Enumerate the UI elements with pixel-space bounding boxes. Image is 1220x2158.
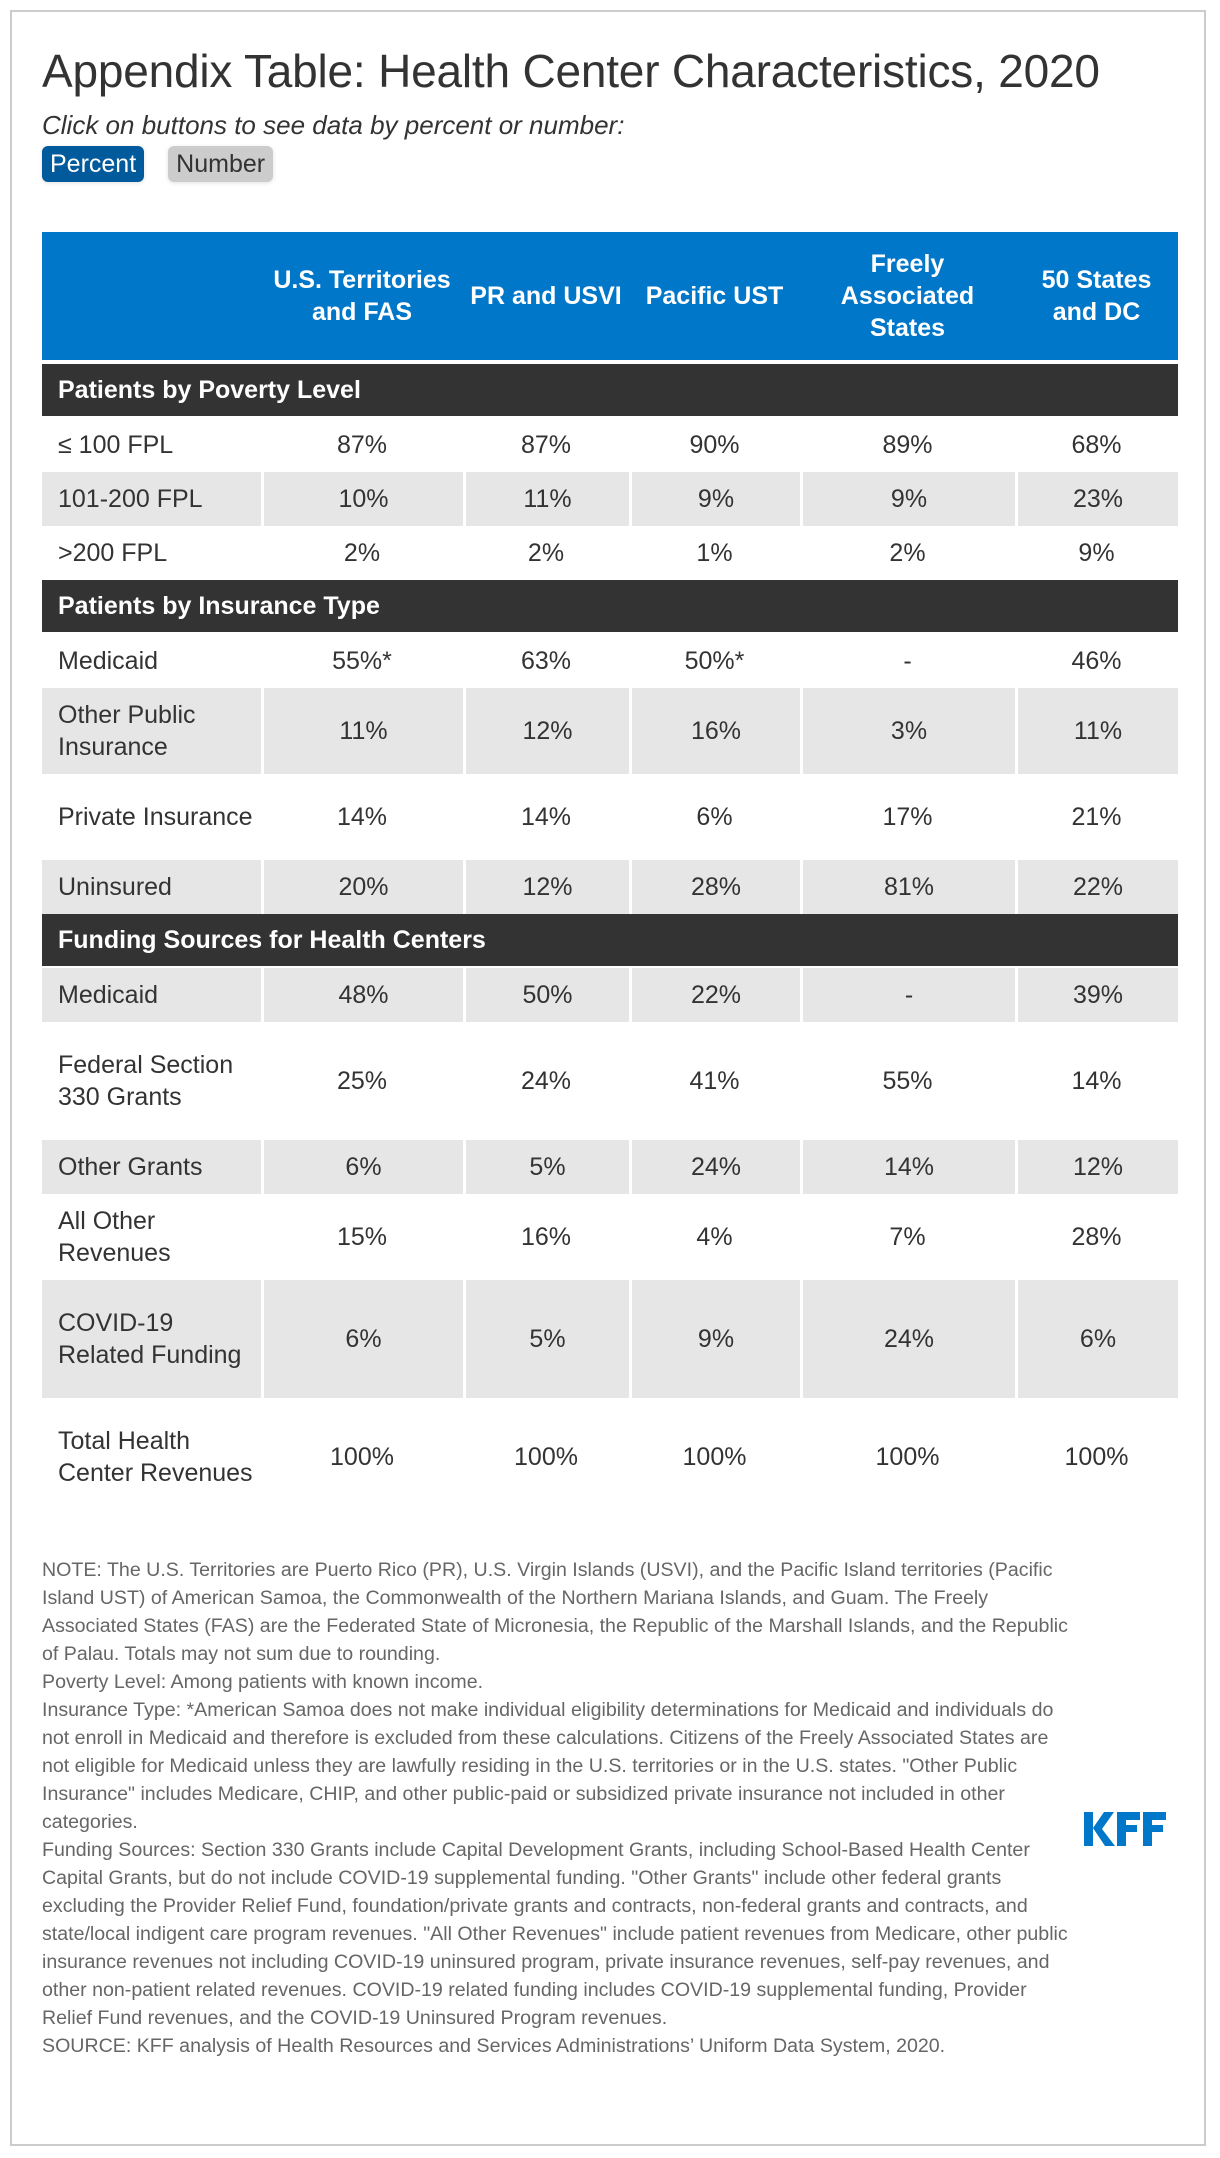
table-cell: 14% <box>800 1140 1015 1194</box>
note-text: NOTE: The U.S. Territories are Puerto Rico (PR), U.S. Virgin Islands (USVI), and the Pacific Island territories (Pacific Island UST) of American Samoa, the Commonwealth of the Northern Mariana Islands, and Guam. The Freely Associated States (FAS) are the Federated State of Micronesia, the Republic of the Marshall Islands, and the Republic of Palau. Totals may not sum due to rounding. <box>42 1559 1068 1665</box>
table-cell: 16% <box>629 688 800 774</box>
column-header-pr-usvi: PR and USVI <box>463 232 629 364</box>
table-cell: 1% <box>696 539 733 567</box>
column-header-us-territories: U.S. Territories and FAS <box>261 232 463 364</box>
table-cell: 6% <box>261 1280 463 1398</box>
row-label: COVID-19 Related Funding <box>42 1280 261 1398</box>
table-cell: 12% <box>463 860 629 914</box>
table-cell: - <box>903 647 912 675</box>
table-cell: 2% <box>343 539 381 567</box>
table-cell: 9% <box>629 1280 800 1398</box>
insurance-note: Insurance Type: *American Samoa does not make individual eligibility determinations for Medicaid and individuals do not enroll in Medicaid and therefore is excluded from these calculations. Citizens of the Freely Associated States are not eligible for Medicaid unless they are lawfully residing in the U.S. territories or in the U.S. states. "Other Public Insurance" includes Medicare, CHIP, and other public-paid or subsidized private insurance not included in other categories. <box>42 1699 1054 1833</box>
table-cell: 14% <box>1071 1067 1122 1095</box>
table-cell: 23% <box>1015 472 1178 526</box>
table-row <box>42 526 1178 580</box>
row-label: Medicaid <box>58 647 159 675</box>
row-label: Uninsured <box>42 860 261 914</box>
table-cell: 55%* <box>332 647 392 675</box>
table-cell: 14% <box>520 803 572 831</box>
table-row <box>42 1022 1178 1140</box>
table-cell: 90% <box>689 431 740 459</box>
table-cell: 25% <box>336 1067 388 1095</box>
table-cell: 10% <box>261 472 463 526</box>
section-title: Patients by Insurance Type <box>42 580 1178 634</box>
table-row <box>42 1398 1178 1516</box>
column-header-pacific-ust: Pacific UST <box>629 232 800 364</box>
table-cell: 2% <box>889 539 926 567</box>
section-header <box>42 914 1178 968</box>
table-cell: 28% <box>629 860 800 914</box>
table-cell: 39% <box>1015 968 1178 1022</box>
table-cell: 11% <box>1015 688 1178 774</box>
table-cell: 63% <box>520 647 572 675</box>
table-cell: 100% <box>875 1443 940 1471</box>
footnotes <box>42 1556 1072 2060</box>
table-cell: 50%* <box>684 647 745 675</box>
source-note: SOURCE: KFF analysis of Health Resources and Services Administrations’ Uniform Data System, 2020. <box>42 2035 946 2057</box>
table-row <box>42 860 1178 914</box>
table-row <box>42 472 1178 526</box>
section-header <box>42 580 1178 634</box>
table-cell: 9% <box>1078 539 1115 567</box>
column-header-50-states: 50 States and DC <box>1015 232 1178 364</box>
table-cell: 14% <box>336 803 388 831</box>
table-cell: 41% <box>689 1067 740 1095</box>
table-cell: - <box>800 968 1015 1022</box>
table-cell: 3% <box>800 688 1015 774</box>
page-title: Appendix Table: Health Center Characteristics, 2020 <box>42 45 1100 97</box>
section-header <box>42 364 1178 418</box>
table-cell: 2% <box>527 539 565 567</box>
view-toggle-group <box>42 146 273 182</box>
table-cell: 9% <box>800 472 1015 526</box>
table-row <box>42 774 1178 860</box>
table-cell: 12% <box>463 688 629 774</box>
table-cell: 48% <box>261 968 463 1022</box>
funding-note: Funding Sources: Section 330 Grants include Capital Development Grants, including School-Based Health Center Capital Grants, but do not include COVID-19 supplemental funding. "Other Grants" include other federal grants excluding the Provider Relief Fund, foundation/private grants and contracts, non-federal grants and contracts, and state/local indigent care program revenues. "All Other Revenues" include patient revenues from Medicare, other public insurance revenues not including COVID-19 uninsured program, private insurance revenues, self-pay revenues, and other non-patient related revenues. COVID-19 related funding includes COVID-19 supplemental funding, Provider Relief Fund revenues, and the COVID-19 Uninsured Program revenues. <box>42 1839 1068 2029</box>
column-header-label <box>42 232 261 364</box>
row-label: Other Grants <box>42 1140 261 1194</box>
table-cell: 6% <box>696 803 733 831</box>
table-cell: 55% <box>882 1067 933 1095</box>
table-row <box>42 634 1178 688</box>
table-cell: 6% <box>261 1140 463 1194</box>
table-cell: 28% <box>1071 1223 1122 1251</box>
row-label: Other Public Insurance <box>42 688 261 774</box>
data-table <box>42 232 1178 1516</box>
table-cell: 4% <box>696 1223 733 1251</box>
table-row <box>42 688 1178 774</box>
table-row <box>42 1280 1178 1398</box>
table-cell: 17% <box>882 803 933 831</box>
table-cell: 15% <box>336 1223 388 1251</box>
row-label: 101-200 FPL <box>42 472 261 526</box>
row-label: Medicaid <box>42 968 261 1022</box>
column-header-freely-associated: Freely Associated States <box>800 232 1015 364</box>
row-label: Private Insurance <box>58 803 253 831</box>
table-cell: 87% <box>520 431 572 459</box>
section-title: Patients by Poverty Level <box>42 364 1178 418</box>
table-cell: 87% <box>336 431 388 459</box>
percent-button[interactable]: Percent <box>42 146 144 182</box>
table-row <box>42 968 1178 1022</box>
table-cell: 89% <box>882 431 933 459</box>
table-cell: 100% <box>514 1443 578 1471</box>
row-label: Federal Section 330 Grants <box>58 1051 234 1111</box>
table-row <box>42 1140 1178 1194</box>
row-label: All Other Revenues <box>58 1207 171 1267</box>
table-cell: 5% <box>463 1280 629 1398</box>
table-row <box>42 418 1178 472</box>
table-cell: 5% <box>463 1140 629 1194</box>
table-cell: 22% <box>629 968 800 1022</box>
table-row <box>42 1194 1178 1280</box>
table-cell: 20% <box>261 860 463 914</box>
poverty-note: Poverty Level: Among patients with known income. <box>42 1671 484 1693</box>
table-cell: 9% <box>629 472 800 526</box>
table-cell: 24% <box>800 1280 1015 1398</box>
table-cell: 50% <box>463 968 629 1022</box>
table-cell: 46% <box>1071 647 1122 675</box>
table-cell: 100% <box>1064 1443 1129 1471</box>
table-cell: 11% <box>463 472 629 526</box>
table-cell: 6% <box>1015 1280 1178 1398</box>
row-label: Total Health Center Revenues <box>58 1427 253 1487</box>
table-cell: 24% <box>629 1140 800 1194</box>
table-cell: 100% <box>682 1443 747 1471</box>
row-label: >200 FPL <box>58 539 168 567</box>
table-cell: 16% <box>520 1223 572 1251</box>
table-cell: 12% <box>1015 1140 1178 1194</box>
table-cell: 24% <box>520 1067 572 1095</box>
table-cell: 7% <box>889 1223 926 1251</box>
table-cell: 100% <box>330 1443 394 1471</box>
number-button[interactable]: Number <box>168 146 273 182</box>
table-cell: 81% <box>800 860 1015 914</box>
table-cell: 11% <box>261 688 463 774</box>
instructions-text: Click on buttons to see data by percent or number: <box>42 110 625 140</box>
section-title: Funding Sources for Health Centers <box>42 914 1178 968</box>
kff-logo <box>1082 1806 1174 1850</box>
table-cell: 21% <box>1071 803 1122 831</box>
table-header-row <box>42 232 1178 364</box>
row-label: ≤ 100 FPL <box>58 431 174 459</box>
table-cell: 22% <box>1015 860 1178 914</box>
table-cell: 68% <box>1071 431 1122 459</box>
